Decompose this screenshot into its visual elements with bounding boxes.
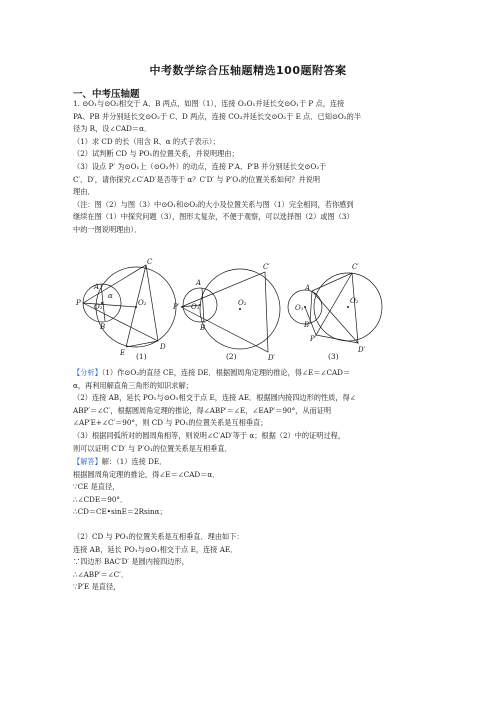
solution-line: 解：（1）连接 DE． bbox=[101, 457, 167, 466]
problem-line: （注：图（2）与图（3）中⊙O₁和⊙O₂的大小及位置关系与图（1）完全相同，若你感到 bbox=[73, 199, 354, 209]
fig2-label: A bbox=[196, 279, 202, 287]
analysis-line: （1）作⊙O₂的直径 CE，连接 DE．根据圆周角定理的推论，得∠E＝∠CAD＝ bbox=[101, 368, 351, 377]
analysis-block bbox=[73, 367, 433, 455]
fig1-label: P bbox=[76, 299, 81, 307]
fig1-label: O₁ bbox=[94, 303, 103, 311]
fig3-label: O₁ bbox=[295, 304, 304, 312]
problem-line: 径为 R，设∠CAD＝α． bbox=[73, 124, 152, 134]
fig2-label: O₂ bbox=[238, 299, 247, 307]
fig2-label: P′ bbox=[173, 303, 180, 311]
analysis-line: （2）连接 AB，延长 PO₁与⊙O₁相交于点 E，连接 AE．根据圆内接四边形的性质，得∠ bbox=[73, 393, 356, 403]
fig3-label: B bbox=[304, 321, 310, 329]
solution-line: ∵CE 是直径， bbox=[73, 482, 120, 492]
figure-caption-3: (3) bbox=[328, 352, 339, 361]
analysis-line: α，再利用解直角三角形的知识求解； bbox=[73, 380, 193, 390]
analysis-line: ABP′＝∠C′，根据圆周角定理的推论，得∠ABP′＝∠E，∠EAP′＝90°，从而证明 bbox=[73, 405, 332, 415]
fig1-label: O₂ bbox=[138, 299, 147, 307]
fig3-label: A bbox=[305, 284, 311, 292]
page-title: 中考数学综合压轴题精选100题附答案 bbox=[149, 64, 347, 77]
problem-line: （3）设点 P′ 为⊙O₁上（⊙O₂外）的动点，连接 P′A、P′B 并分别延长交⊙O₂于 bbox=[73, 161, 327, 171]
fig3-label: P′ bbox=[310, 335, 317, 343]
fig3-label: O₂ bbox=[350, 297, 359, 305]
fig1-label: α bbox=[108, 292, 113, 300]
solution-tag: 【解答】 bbox=[73, 457, 102, 466]
fig2-label: C′ bbox=[263, 263, 270, 271]
problem-line: C′、D′，请你探究∠C′AD′是否等于 α？C′D′ 与 P′O₁的位置关系如何？并说明 bbox=[73, 174, 321, 184]
problem-line: （2）试判断 CD 与 PO₁的位置关系，并说明理由； bbox=[73, 149, 239, 159]
figure-caption-1: (1) bbox=[136, 352, 147, 361]
solution-line: 根据圆周角定理的推论，得∠E＝∠CAD＝α． bbox=[73, 469, 220, 479]
fig1-label: C bbox=[147, 258, 153, 266]
fig3-label: C′ bbox=[352, 263, 359, 271]
problem-line: 1. ⊙O₁与⊙O₂相交于 A、B 两点，如图（1），连接 O₂O₁并延长交⊙O₁于 P 点，连接 bbox=[73, 99, 345, 108]
solution-line: ∵P′E 是直径， bbox=[73, 582, 121, 592]
problem-line: 继续在图（1）中探究问题（3），图形太复杂，不便于观察，可以选择图（2）或图（3） bbox=[73, 212, 354, 222]
analysis-line: 则可以证明 C′D′ 与 P′O₁的位置关系是互相垂直． bbox=[73, 443, 232, 453]
problem-line: 理由． bbox=[73, 187, 95, 197]
analysis-line: （3）根据同弧所对的圆周角相等，则说明∠C′AD′等于 α；根据（2）中的证明过程， bbox=[73, 430, 346, 440]
fig1-label: B bbox=[100, 323, 106, 331]
section-heading: 一、中考压轴题 bbox=[73, 89, 140, 100]
fig3-label: D′ bbox=[358, 346, 366, 354]
analysis-tag: 【分析】 bbox=[73, 368, 102, 377]
solution-line: ∵四边形 BAC′D′ 是圆内接四边形， bbox=[73, 557, 189, 567]
fig1-label: E bbox=[120, 349, 126, 357]
figure-caption-2: (2) bbox=[226, 352, 237, 361]
solution-line: 连接 AB，延长 PO₁与⊙O₁相交于点 E，连接 AE． bbox=[73, 544, 238, 554]
fig1-label: A bbox=[94, 283, 100, 291]
analysis-line: ∠AP′E+∠C′＝90°，则 CD 与 PO₁的位置关系是互相垂直； bbox=[73, 418, 268, 428]
solution-line: ∴CD＝CE•sinE＝2Rsinα； bbox=[73, 507, 167, 517]
solution-line: ∴∠CDE＝90°． bbox=[73, 494, 128, 504]
problem-line: （1）求 CD 的长（用含 R、α 的式子表示）； bbox=[73, 136, 220, 146]
solution-line bbox=[73, 519, 433, 531]
problem-line: PA、PB 并分别延长交⊙O₂于 C、D 两点，连接 CO₂并延长交⊙O₂于 E 点．已知⊙O₂的半 bbox=[73, 111, 362, 121]
problem-text bbox=[73, 98, 433, 237]
geometry-figures bbox=[76, 257, 380, 367]
problem-line: 中的一图说明理由）． bbox=[73, 224, 142, 234]
solution-line: （2）CD 与 PO₁的位置关系是互相垂直．理由如下： bbox=[73, 531, 244, 541]
fig1-label: D bbox=[160, 343, 166, 351]
fig2-label: O₁ bbox=[191, 303, 200, 311]
solution-block bbox=[73, 456, 433, 594]
fig2-label: B bbox=[200, 324, 206, 332]
solution-line: ∴∠ABP′＝∠C′． bbox=[73, 569, 129, 579]
fig2-label: D′ bbox=[268, 354, 276, 362]
